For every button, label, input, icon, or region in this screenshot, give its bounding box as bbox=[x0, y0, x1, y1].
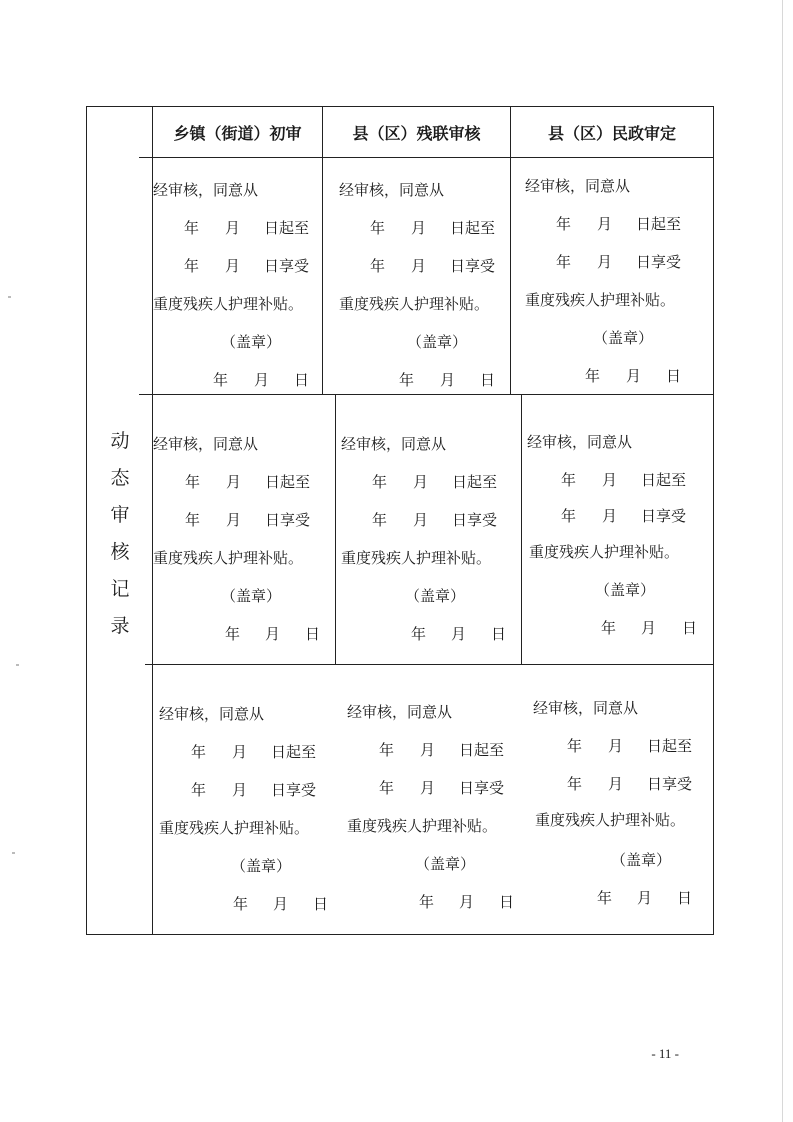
blank-day-from: 日起至 bbox=[271, 743, 317, 761]
blank-year: 年 bbox=[372, 511, 388, 529]
blank-year: 年 bbox=[379, 741, 395, 759]
subsidy-text: 重度残疾人护理补贴。 bbox=[529, 543, 680, 561]
blank-month: 月 bbox=[411, 219, 427, 237]
blank-month: 月 bbox=[232, 743, 248, 761]
blank-month: 月 bbox=[225, 257, 241, 275]
blank-month: 月 bbox=[226, 473, 242, 491]
subsidy-text: 重度残疾人护理补贴。 bbox=[341, 549, 492, 567]
side-label-column bbox=[87, 107, 153, 934]
blank-year: 年 bbox=[185, 511, 201, 529]
column-divider bbox=[521, 394, 522, 664]
blank-year: 年 bbox=[556, 253, 572, 271]
date-year: 年 bbox=[597, 889, 613, 907]
blank-month: 月 bbox=[226, 511, 242, 529]
date-year: 年 bbox=[233, 895, 249, 913]
blank-day-enjoy: 日享受 bbox=[636, 253, 682, 271]
row-divider bbox=[139, 394, 713, 395]
blank-month: 月 bbox=[225, 219, 241, 237]
seal-label: （盖章） bbox=[221, 333, 282, 351]
date-day: 日 bbox=[480, 371, 496, 389]
date-day: 日 bbox=[294, 371, 310, 389]
review-text: 经审核，同意从 bbox=[533, 699, 639, 717]
blank-month: 月 bbox=[597, 215, 613, 233]
blank-day-from: 日起至 bbox=[647, 737, 693, 755]
subsidy-text: 重度残疾人护理补贴。 bbox=[339, 295, 490, 313]
blank-day-enjoy: 日享受 bbox=[647, 775, 693, 793]
blank-month: 月 bbox=[420, 779, 436, 797]
review-text: 经审核，同意从 bbox=[339, 181, 445, 199]
blank-day-from: 日起至 bbox=[264, 219, 310, 237]
seal-label: （盖章） bbox=[405, 587, 466, 605]
side-label-char: 态 bbox=[110, 467, 130, 489]
blank-year: 年 bbox=[567, 737, 583, 755]
row-divider bbox=[145, 664, 713, 665]
date-day: 日 bbox=[677, 889, 693, 907]
review-text: 经审核，同意从 bbox=[159, 705, 265, 723]
date-month: 月 bbox=[440, 371, 456, 389]
blank-month: 月 bbox=[411, 257, 427, 275]
blank-day-enjoy: 日享受 bbox=[271, 781, 317, 799]
review-text: 经审核，同意从 bbox=[153, 181, 259, 199]
subsidy-text: 重度残疾人护理补贴。 bbox=[535, 811, 686, 829]
blank-day-enjoy: 日享受 bbox=[450, 257, 496, 275]
blank-day-enjoy: 日享受 bbox=[452, 511, 498, 529]
blank-year: 年 bbox=[184, 219, 200, 237]
blank-year: 年 bbox=[567, 775, 583, 793]
header-township: 乡镇（街道）初审 bbox=[173, 123, 302, 143]
seal-label: （盖章） bbox=[611, 851, 672, 869]
blank-year: 年 bbox=[556, 215, 572, 233]
side-label-char: 录 bbox=[110, 615, 130, 637]
subsidy-text: 重度残疾人护理补贴。 bbox=[347, 817, 498, 835]
date-day: 日 bbox=[305, 625, 321, 643]
blank-day-from: 日起至 bbox=[641, 471, 687, 489]
date-month: 月 bbox=[641, 619, 657, 637]
side-label-char: 记 bbox=[110, 578, 130, 600]
date-year: 年 bbox=[585, 367, 601, 385]
blank-year: 年 bbox=[184, 257, 200, 275]
review-text: 经审核，同意从 bbox=[341, 435, 447, 453]
seal-label: （盖章） bbox=[221, 587, 282, 605]
blank-year: 年 bbox=[561, 507, 577, 525]
date-month: 月 bbox=[451, 625, 467, 643]
date-month: 月 bbox=[265, 625, 281, 643]
date-year: 年 bbox=[411, 625, 427, 643]
review-table bbox=[86, 106, 714, 935]
header-county-civil-affairs: 县（区）民政审定 bbox=[547, 123, 676, 143]
seal-label: （盖章） bbox=[593, 329, 654, 347]
seal-label: （盖章） bbox=[231, 857, 292, 875]
page-number: - 11 - bbox=[651, 1046, 679, 1061]
blank-year: 年 bbox=[191, 743, 207, 761]
date-month: 月 bbox=[626, 367, 642, 385]
blank-month: 月 bbox=[608, 775, 624, 793]
blank-day-from: 日起至 bbox=[636, 215, 682, 233]
blank-month: 月 bbox=[602, 507, 618, 525]
blank-year: 年 bbox=[561, 471, 577, 489]
date-day: 日 bbox=[491, 625, 507, 643]
date-year: 年 bbox=[601, 619, 617, 637]
blank-year: 年 bbox=[185, 473, 201, 491]
date-year: 年 bbox=[419, 893, 435, 911]
blank-day-from: 日起至 bbox=[452, 473, 498, 491]
date-year: 年 bbox=[399, 371, 415, 389]
date-month: 月 bbox=[273, 895, 289, 913]
header-county-disability-federation: 县（区）残联审核 bbox=[352, 123, 481, 143]
blank-day-from: 日起至 bbox=[450, 219, 496, 237]
blank-year: 年 bbox=[370, 219, 386, 237]
side-label-char: 动 bbox=[110, 430, 130, 452]
page-edge-line bbox=[782, 0, 783, 1122]
blank-month: 月 bbox=[413, 473, 429, 491]
subsidy-text: 重度残疾人护理补贴。 bbox=[153, 295, 304, 313]
blank-day-enjoy: 日享受 bbox=[265, 511, 311, 529]
seal-label: （盖章） bbox=[415, 855, 476, 873]
scan-speck bbox=[8, 296, 11, 298]
scan-speck bbox=[12, 852, 15, 854]
date-day: 日 bbox=[682, 619, 698, 637]
blank-day-from: 日起至 bbox=[265, 473, 311, 491]
column-divider bbox=[335, 394, 336, 664]
blank-month: 月 bbox=[413, 511, 429, 529]
blank-month: 月 bbox=[420, 741, 436, 759]
date-month: 月 bbox=[459, 893, 475, 911]
blank-year: 年 bbox=[372, 473, 388, 491]
date-day: 日 bbox=[499, 893, 515, 911]
date-year: 年 bbox=[225, 625, 241, 643]
side-label-char: 核 bbox=[110, 541, 130, 563]
blank-year: 年 bbox=[370, 257, 386, 275]
blank-month: 月 bbox=[232, 781, 248, 799]
subsidy-text: 重度残疾人护理补贴。 bbox=[525, 291, 676, 309]
blank-month: 月 bbox=[608, 737, 624, 755]
blank-day-enjoy: 日享受 bbox=[459, 779, 505, 797]
scan-speck bbox=[16, 664, 19, 666]
review-text: 经审核，同意从 bbox=[525, 177, 631, 195]
review-text: 经审核，同意从 bbox=[153, 435, 259, 453]
blank-day-from: 日起至 bbox=[459, 741, 505, 759]
blank-year: 年 bbox=[379, 779, 395, 797]
review-text: 经审核，同意从 bbox=[527, 433, 633, 451]
subsidy-text: 重度残疾人护理补贴。 bbox=[153, 549, 304, 567]
blank-day-enjoy: 日享受 bbox=[264, 257, 310, 275]
blank-year: 年 bbox=[191, 781, 207, 799]
side-label bbox=[87, 423, 153, 645]
header-divider bbox=[139, 157, 713, 158]
blank-month: 月 bbox=[597, 253, 613, 271]
blank-day-enjoy: 日享受 bbox=[641, 507, 687, 525]
date-month: 月 bbox=[254, 371, 270, 389]
date-month: 月 bbox=[637, 889, 653, 907]
blank-month: 月 bbox=[602, 471, 618, 489]
date-year: 年 bbox=[213, 371, 229, 389]
seal-label: （盖章） bbox=[595, 581, 656, 599]
side-label-char: 审 bbox=[110, 504, 130, 526]
subsidy-text: 重度残疾人护理补贴。 bbox=[159, 819, 310, 837]
date-day: 日 bbox=[666, 367, 682, 385]
date-day: 日 bbox=[313, 895, 329, 913]
seal-label: （盖章） bbox=[407, 333, 468, 351]
review-text: 经审核，同意从 bbox=[347, 703, 453, 721]
